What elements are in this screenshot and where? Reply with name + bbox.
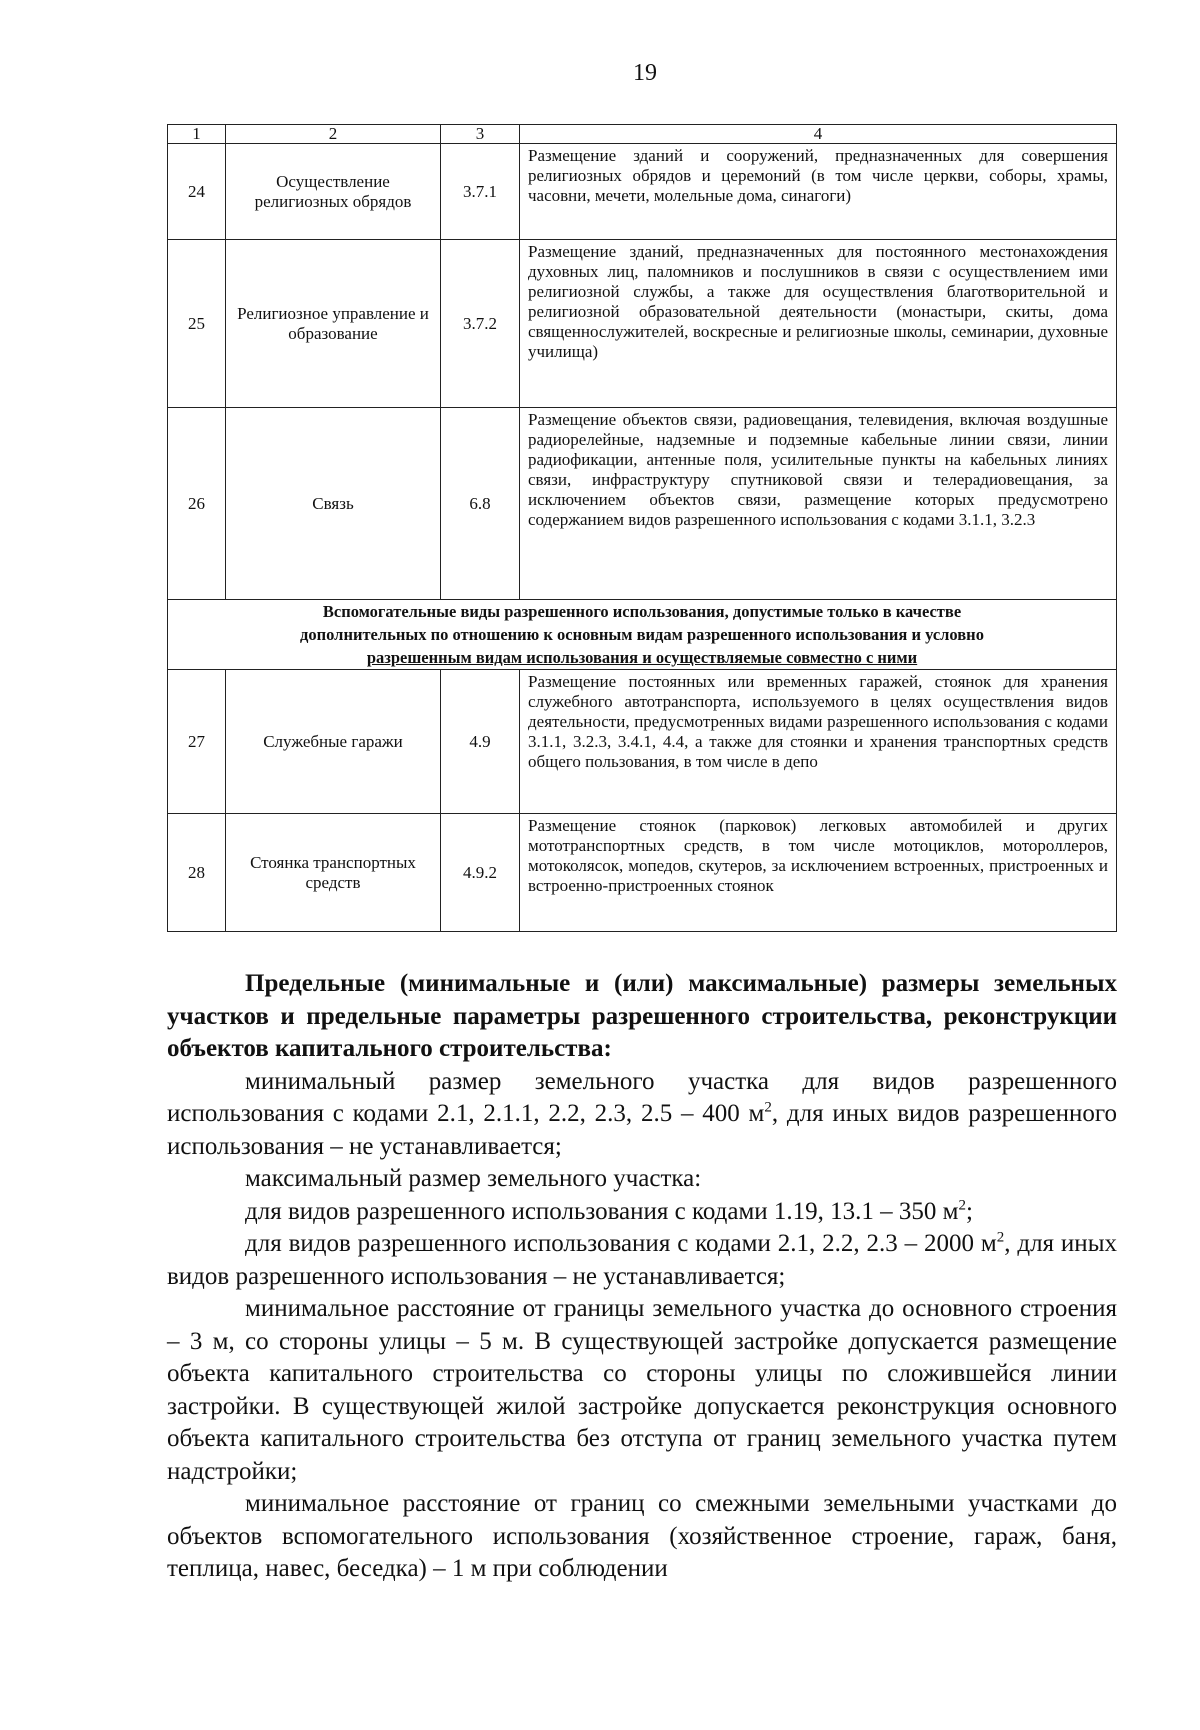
paragraph-min-distance-building: минимальное расстояние от границы земельного участка до основного строения – 3 м, со стороны улицы – 5 м. В существующей застройке допускается размещение объекта капитального строительства со стороны улицы по сложившейся линии застройки. В существующей жилой застройке допускается реконструкция основного объекта капитального строительства без отступа от границ земельного участка путем надстройки; xyxy=(167,1295,1117,1485)
header-col-1: 1 xyxy=(168,125,226,144)
section-heading-line-1: Вспомогательные виды разрешенного использования, допустимые только в качестве xyxy=(322,602,962,621)
text-span: , для иных видов разрешенного использования – не устанавливается; xyxy=(167,1230,1117,1290)
header-col-2: 2 xyxy=(226,125,441,144)
row-use-code: 4.9.2 xyxy=(441,814,520,932)
row-number: 24 xyxy=(168,144,226,240)
text-span: минимальный размер земельного участка для видов разрешенного использования с кодами 2.1, 2.1.1, 2.2, 2.3, 2.5 – 400 м xyxy=(167,1067,1117,1127)
superscript: 2 xyxy=(764,1099,772,1116)
text-span: для видов разрешенного использования с кодами 2.1, 2.2, 2.3 – 2000 м xyxy=(245,1230,997,1257)
text-span: ; xyxy=(966,1197,973,1225)
row-number: 25 xyxy=(168,240,226,408)
row-use-name: Осуществление религиозных обрядов xyxy=(226,144,441,240)
header-col-3: 3 xyxy=(441,125,520,144)
section-heading-line-3: разрешенным видам использования и осуществляемые совместно с ними xyxy=(366,648,918,667)
row-number: 26 xyxy=(168,408,226,600)
parameters-text xyxy=(167,968,1117,1586)
row-use-code: 4.9 xyxy=(441,670,520,814)
header-col-4: 4 xyxy=(520,125,1117,144)
row-number: 27 xyxy=(168,670,226,814)
superscript: 2 xyxy=(958,1197,967,1214)
row-use-code: 3.7.1 xyxy=(441,144,520,240)
section-heading-row xyxy=(168,600,1117,670)
paragraph-min-distance-auxiliary: минимальное расстояние от границ со смежными земельными участками до объектов вспомогательного использования (хозяйственное строение, гараж, баня, теплица, навес, беседка) – 1 м при соблюдении xyxy=(167,1490,1117,1582)
row-number: 28 xyxy=(168,814,226,932)
table-row xyxy=(168,240,1117,408)
table-row xyxy=(168,144,1117,240)
row-use-name: Религиозное управление и образование xyxy=(226,240,441,408)
row-use-code: 3.7.2 xyxy=(441,240,520,408)
paragraph-min-plot-size xyxy=(167,1066,1117,1164)
row-use-name: Связь xyxy=(226,408,441,600)
row-use-code: 6.8 xyxy=(441,408,520,600)
section-heading-line-2: дополнительных по отношению к основным видам разрешенного использования и условно xyxy=(300,625,984,644)
section-title: Предельные (минимальные и (или) максимальные) размеры земельных участков и предельные параметры разрешенного строительства, реконструкции объектов капитального строительства: xyxy=(167,970,1117,1062)
text-span: для видов разрешенного использования с кодами 1.19, 13.1 – 350 м xyxy=(245,1197,959,1225)
row-description: Размещение постоянных или временных гаражей, стоянок для хранения служебного автотранспорта, используемого в целях осуществления видов деятельности, предусмотренных видами разрешенного использования с кодами 3.1.1, 3.2.3, 3.4.1, 4.4, а также для стоянки и хранения транспортных средств общего пользования, в том числе в депо xyxy=(520,670,1117,814)
table-row xyxy=(168,408,1117,600)
text-span: , для иных видов разрешенного использования – не устанавливается; xyxy=(167,1100,1117,1160)
row-description: Размещение зданий, предназначенных для постоянного местонахождения духовных лиц, паломников и послушников в связи с осуществлением ими религиозной службы, а также для осуществления благотворительной и религиозной образовательной деятельности (монастыри, скиты, дома священнослужителей, воскресные и религиозные школы, семинарии, духовные училища) xyxy=(520,240,1117,408)
paragraph-max-plot-size: максимальный размер земельного участка: xyxy=(245,1165,702,1192)
row-use-name: Служебные гаражи xyxy=(226,670,441,814)
row-use-name: Стоянка транспортных средств xyxy=(226,814,441,932)
superscript: 2 xyxy=(996,1229,1005,1246)
table-row xyxy=(168,814,1117,932)
table-header-row xyxy=(168,125,1117,144)
row-description: Размещение стоянок (парковок) легковых автомобилей и других мототранспортных средств, в том числе мотоциклов, мотороллеров, мотоколясок, мопедов, скутеров, за исключением встроенных, пристроенных и встроенно-пристроенных стоянок xyxy=(520,814,1117,932)
row-description: Размещение объектов связи, радиовещания, телевидения, включая воздушные радиорелейные, надземные и подземные кабельные линии связи, линии радиофикации, антенные поля, усилительные пункты на кабельных линиях связи, инфраструктуру спутниковой связи и телерадиовещания, за исключением объектов связи, размещение которых предусмотрено содержанием видов разрешенного использования с кодами 3.1.1, 3.2.3 xyxy=(520,408,1117,600)
table-row xyxy=(168,670,1117,814)
row-description: Размещение зданий и сооружений, предназначенных для совершения религиозных обрядов и церемоний (в том числе церкви, соборы, храмы, часовни, мечети, молельные дома, синагоги) xyxy=(520,144,1117,240)
paragraph-max-plot-codes-2 xyxy=(167,1228,1117,1293)
land-use-table xyxy=(167,124,1117,932)
page-number: 19 xyxy=(633,60,657,86)
paragraph-max-plot-codes-1 xyxy=(167,1196,1117,1229)
section-heading xyxy=(168,600,1117,670)
